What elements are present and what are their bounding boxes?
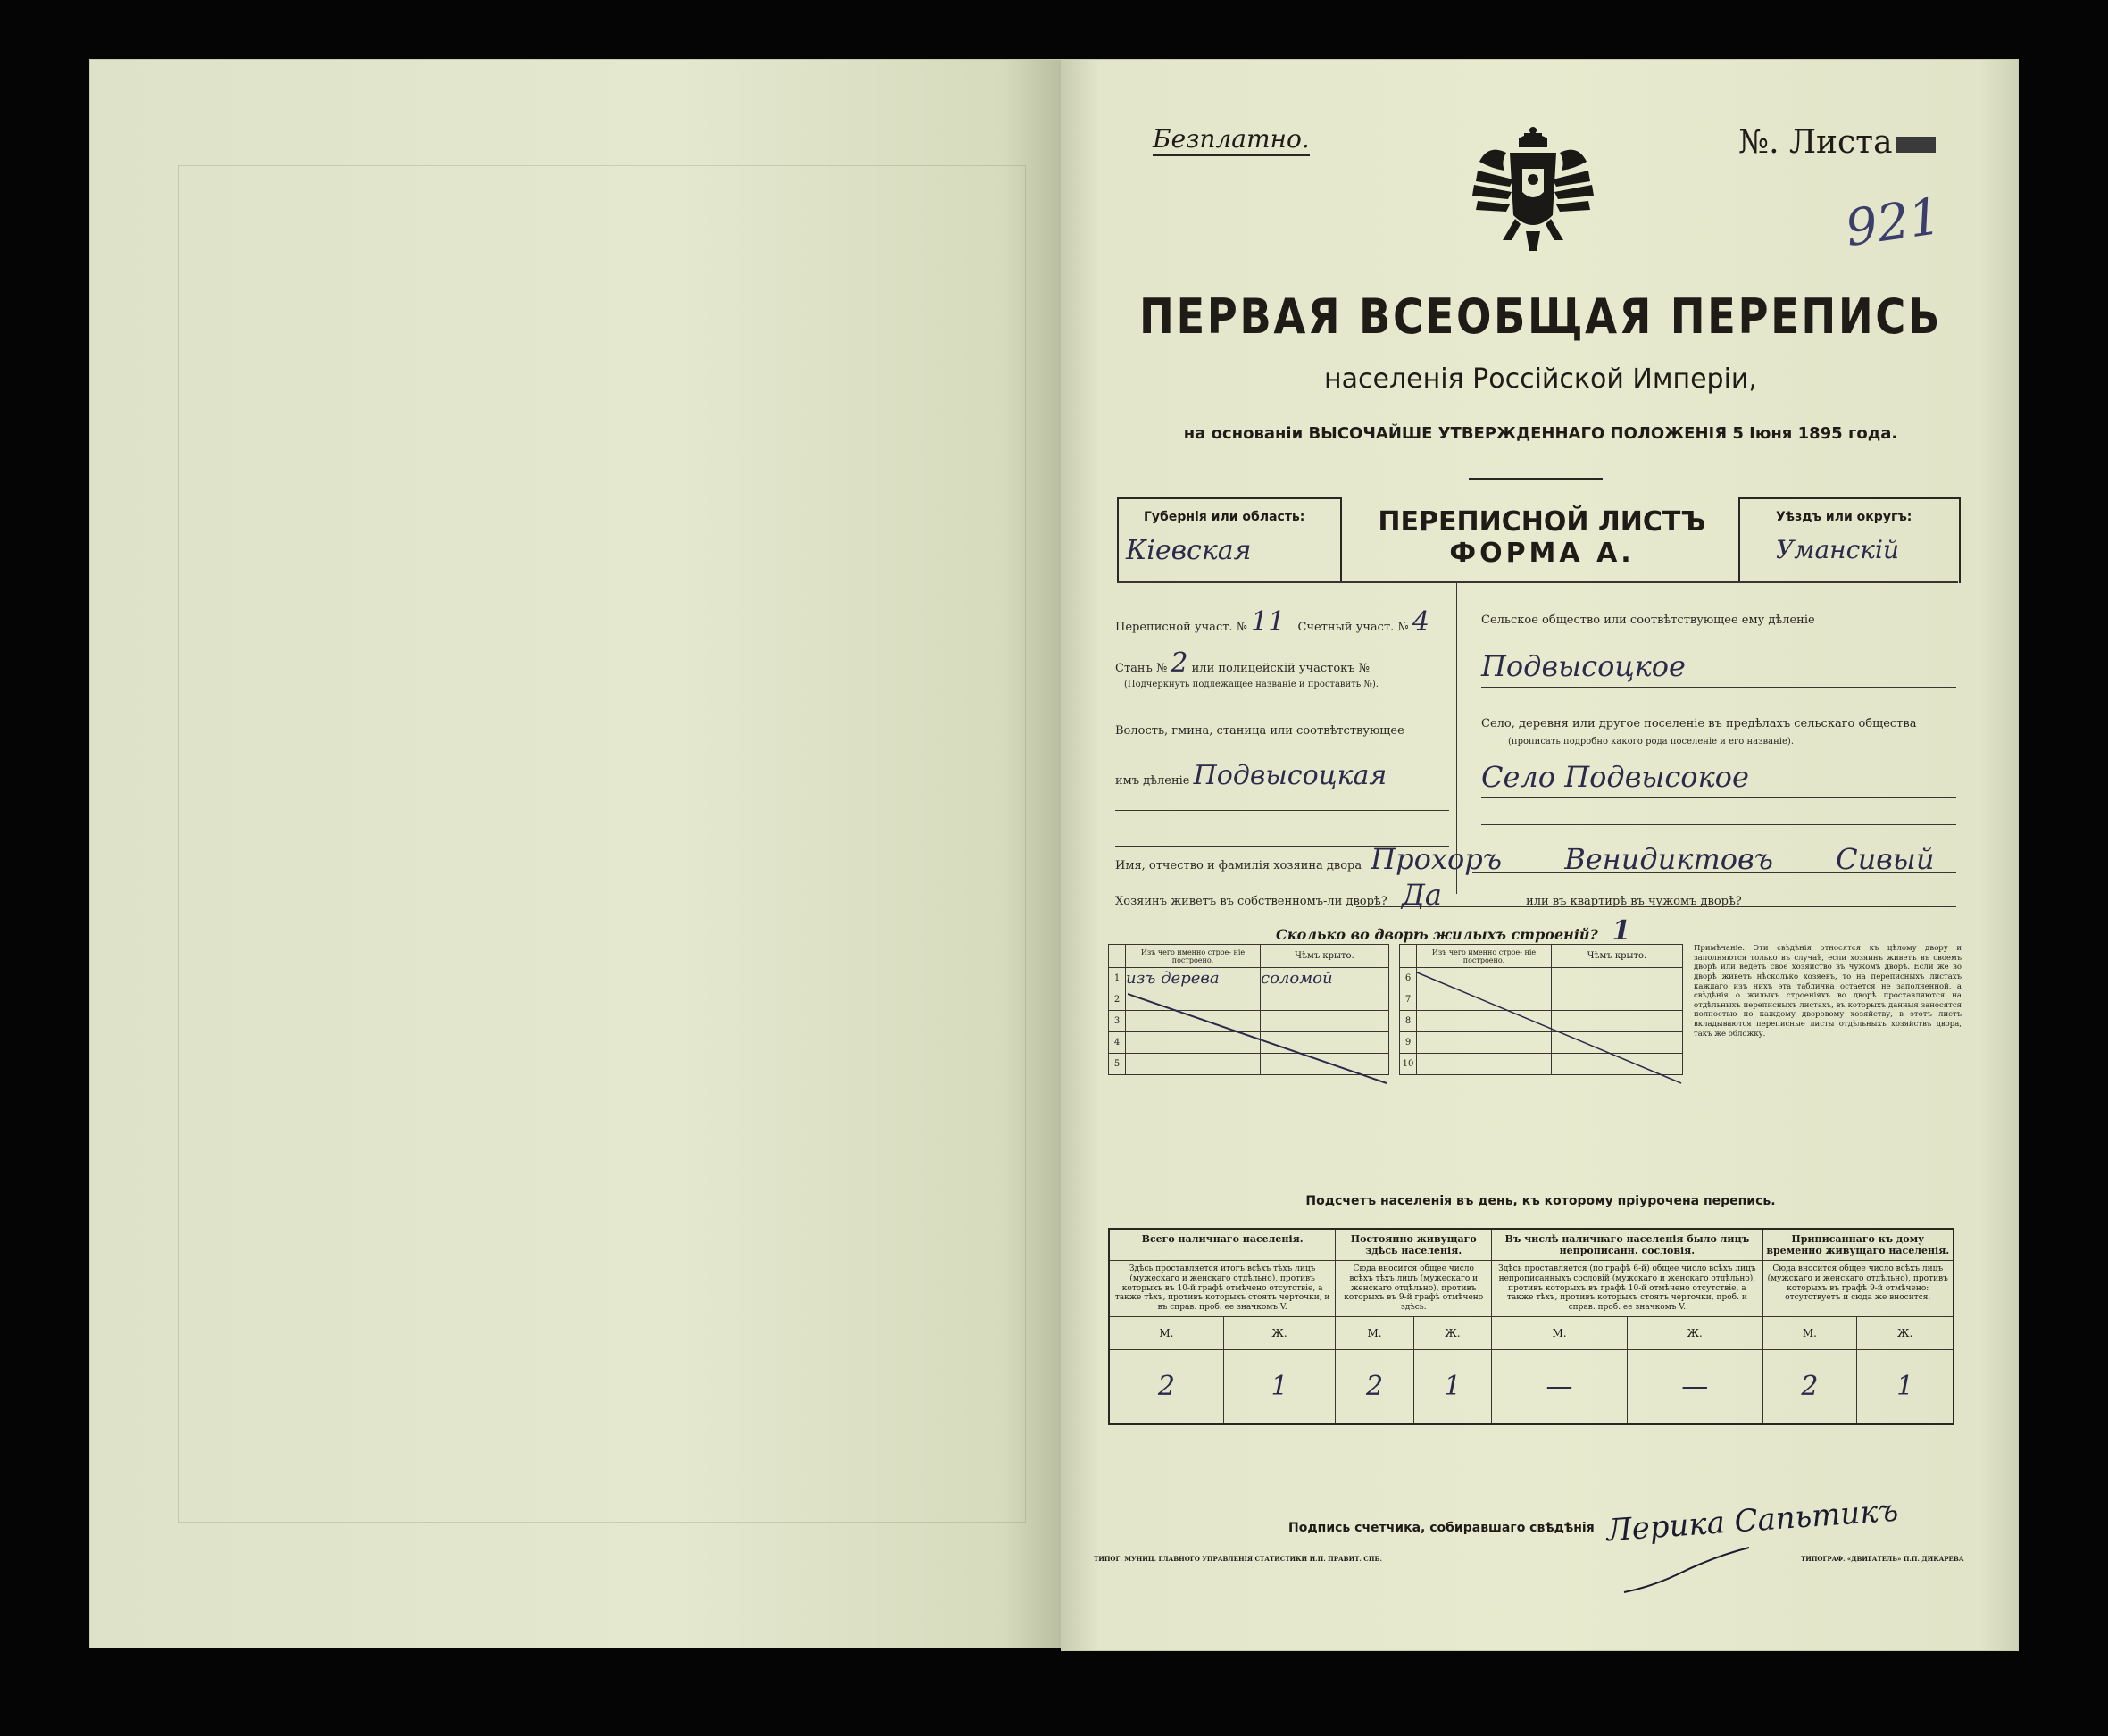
col-material-header: Изъ чего именно строе- ніе построено. — [1417, 945, 1552, 968]
owner-row — [1115, 842, 1963, 876]
summary-col-desc: Сюда вносится общее число всѣхъ лицъ (мужскаго и женскаго отдѣльно), противъ которыхъ въ графѣ 9-й отмѣчено: отсутствуетъ и сюда же вносится. — [1762, 1261, 1954, 1317]
row-num: 10 — [1400, 1054, 1417, 1075]
own-house-underline — [1356, 906, 1956, 907]
volost-label2: имъ дѣленіе — [1115, 774, 1190, 788]
row-num: 9 — [1400, 1032, 1417, 1054]
decorative-rule — [1469, 478, 1603, 480]
left-blank-page — [89, 59, 1062, 1648]
permanent-male: 2 — [1336, 1349, 1413, 1424]
own-house-value: Да — [1401, 878, 1442, 912]
col-roof-header: Чѣмъ крыто. — [1552, 945, 1683, 968]
owner-value: Прохоръ Венидиктовъ Сивый — [1371, 842, 1935, 876]
district-value: Уманскій — [1776, 535, 1899, 564]
summary-col-desc: Здѣсь проставляется итогъ всѣхъ тѣхъ лицъ (мужескаго и женскаго отдѣльно), противъ которыхъ въ 10-й графѣ отмѣчено отсутствіе, а также тѣхъ, противъ которыхъ стоятъ черточки, и въ справ. проб. ее значкомъ V. — [1109, 1261, 1336, 1317]
row-num: 4 — [1109, 1032, 1126, 1054]
volost-underline — [1115, 810, 1449, 811]
signature-flourish — [1615, 1542, 1758, 1596]
volost-label: Волость, гмина, станица или соотвѣтствующее — [1115, 724, 1404, 738]
sheet-number-label — [1738, 124, 1936, 161]
nonregistered-female: — — [1627, 1349, 1762, 1424]
census-district-value: 11 — [1251, 606, 1286, 638]
census-district-row — [1115, 606, 1449, 638]
census-form-page — [1061, 59, 2019, 1651]
right-table-strike — [1417, 967, 1685, 1087]
male-header: М. — [1492, 1316, 1628, 1349]
female-header: Ж. — [1627, 1316, 1762, 1349]
sheet-label-text: №. Листа — [1738, 124, 1893, 161]
province-box — [1117, 497, 1342, 583]
row-num: 3 — [1109, 1011, 1126, 1032]
buildings-label: Сколько во дворѣ жилыхъ строеній? — [1276, 926, 1598, 943]
faint-page-frame — [178, 165, 1026, 1523]
summary-col-desc: Здѣсь проставляется (по графѣ 6-й) общее число всѣхъ лицъ непрописанныхъ сословій (мужскаго и женскаго отдѣльно), противъ которыхъ въ графѣ 10-й отмѣчено отсутствіе, а также тѣхъ, противъ которыхъ стоятъ черточки, проб. и справ. проб. ее значкомъ V. — [1492, 1261, 1762, 1317]
count-district-label: Счетный участ. № — [1297, 621, 1409, 634]
free-label: Безплатно. — [1153, 124, 1310, 156]
owner-underline — [1472, 872, 1956, 873]
row-num: 2 — [1109, 989, 1126, 1011]
stan-value: 2 — [1171, 647, 1188, 679]
note-text: Примѣчаніе. Эти свѣдѣнія относятся къ цѣлому двору и заполняются только въ случаѣ, если хозяинъ живетъ въ своемъ дворѣ или ведетъ свое хозяйство въ чужомъ дворѣ. Если же во дворѣ живетъ нѣсколько хозяевъ, то на переписныхъ листахъ каждаго изъ нихъ эта табличка остается не заполненной, а свѣдѣнія о жилыхъ строеніяхъ во дворѣ проставляются на отдѣльныхъ переписныхъ листахъ, въ которыхъ данныя заносятся полностью по каждому дворовому хозяйству, в этотъ листъ вкладываются переписные листы отдѣльныхъ хозяйствъ двора, такъ же обложку. — [1694, 944, 1962, 1039]
district-label: Уѣздъ или округъ: — [1776, 510, 1912, 524]
col-material-header: Изъ чего именно строе- ніе построено. — [1126, 945, 1261, 968]
province-value: Кіевская — [1126, 535, 1252, 566]
census-main-title: ПЕРВАЯ ВСЕОБЩАЯ ПЕРЕПИСЬ — [1139, 288, 1942, 345]
summary-col-header: Всего наличнаго населенія. — [1109, 1229, 1336, 1261]
stan-row — [1115, 647, 1449, 679]
male-header: М. — [1762, 1316, 1857, 1349]
summary-col-desc: Сюда вносится общее число всѣхъ тѣхъ лицъ (мужескаго и женскаго отдѣльно), противъ которыхъ въ 9-й графѣ отмѣчено здѣсь. — [1336, 1261, 1492, 1317]
female-header: Ж. — [1857, 1316, 1954, 1349]
summary-title: Подсчетъ населенія въ день, къ которому пріурочена перепись. — [1305, 1194, 1776, 1208]
form-name-line1: ПЕРЕПИСНОЙ ЛИСТЪ — [1378, 506, 1706, 538]
census-district-label: Переписной участ. № — [1115, 621, 1247, 634]
stan-label: Станъ № — [1115, 662, 1168, 675]
row-num: 1 — [1109, 968, 1126, 989]
sheet-number-handwritten: 921 — [1841, 187, 1945, 259]
male-header: М. — [1336, 1316, 1413, 1349]
count-district-value: 4 — [1412, 606, 1429, 638]
police-label: или полицейскій участокъ № — [1191, 662, 1370, 675]
registered-female: 1 — [1857, 1349, 1954, 1424]
imprint-right: ТИПОГРАФ. «ДВИГАТЕЛЬ» П.П. ДИКАРЕВА — [1801, 1555, 1964, 1563]
society-underline — [1481, 687, 1956, 688]
village-value: Село Подвысокое — [1481, 760, 1749, 794]
rented-label: или въ квартирѣ въ чужомъ дворѣ? — [1526, 895, 1742, 908]
form-name-line2: ФОРМА А. — [1449, 538, 1635, 569]
village-note: (прописать подробно какого рода поселеніе и его названіе). — [1508, 737, 1794, 747]
imperial-eagle-emblem — [1471, 126, 1596, 260]
heading-underline — [1117, 581, 1958, 583]
signature-label: Подпись счетчика, собиравшаго свѣдѣнія — [1288, 1521, 1595, 1535]
col-roof-header: Чѣмъ крыто. — [1261, 945, 1389, 968]
signature-value: Лерика Сапьтикъ — [1605, 1492, 1900, 1549]
row-num: 7 — [1400, 989, 1417, 1011]
population-summary-table — [1108, 1228, 1954, 1425]
total-present-male: 2 — [1109, 1349, 1223, 1424]
row-num: 5 — [1109, 1054, 1126, 1075]
owner-label: Имя, отчество и фамилія хозяина двора — [1115, 859, 1362, 872]
stan-note: (Подчеркнуть подлежащее названіе и проставить №). — [1124, 680, 1379, 689]
own-house-label: Хозяинъ живетъ въ собственномъ-ли дворѣ? — [1115, 895, 1387, 908]
female-header: Ж. — [1223, 1316, 1335, 1349]
volost-value: Подвысоцкая — [1193, 760, 1387, 791]
female-header: Ж. — [1413, 1316, 1491, 1349]
buildings-row — [1276, 915, 1630, 947]
village-underline — [1481, 797, 1956, 798]
village-label: Село, деревня или другое поселеніе въ предѣлахъ сельскаго общества — [1481, 717, 1917, 730]
volost-row — [1115, 760, 1449, 791]
summary-col-header: Въ числѣ наличнаго населенія было лицъ непрописанн. сословія. — [1492, 1229, 1762, 1261]
summary-col-header: Приписаннаго къ дому временно живущаго населенія. — [1762, 1229, 1954, 1261]
imprint-left: ТИПОГ. МУНИЦ. ГЛАВНОГО УПРАВЛЕНІЯ СТАТИСТИКИ И.П. ПРАВИТ. СПБ. — [1094, 1555, 1382, 1563]
permanent-female: 1 — [1413, 1349, 1491, 1424]
sheet-number-redaction — [1896, 137, 1936, 153]
row-num: 6 — [1400, 968, 1417, 989]
village-underline-2 — [1481, 824, 1956, 825]
summary-col-header: Постоянно живущаго здѣсь населенія. — [1336, 1229, 1492, 1261]
row1-roof: соломой — [1261, 968, 1389, 989]
society-value: Подвысоцкое — [1481, 649, 1686, 683]
row1-material: изъ дерева — [1126, 968, 1261, 989]
row-num: 8 — [1400, 1011, 1417, 1032]
registered-male: 2 — [1762, 1349, 1857, 1424]
nonregistered-male: — — [1492, 1349, 1628, 1424]
total-present-female: 1 — [1223, 1349, 1335, 1424]
census-basis-line: на основаніи ВЫСОЧАЙШЕ УТВЕРЖДЕННАГО ПОЛОЖЕНІЯ 5 Іюня 1895 года. — [1183, 424, 1898, 443]
district-box — [1738, 497, 1961, 583]
left-table-strike — [1128, 989, 1391, 1087]
male-header: М. — [1109, 1316, 1223, 1349]
form-name — [1338, 506, 1746, 569]
census-subtitle: населенія Россійской Имперіи, — [1324, 363, 1757, 395]
province-label: Губернія или область: — [1144, 510, 1305, 524]
society-label: Сельское общество или соотвѣтствующее ему дѣленіе — [1481, 613, 1815, 627]
buildings-value: 1 — [1612, 915, 1631, 947]
